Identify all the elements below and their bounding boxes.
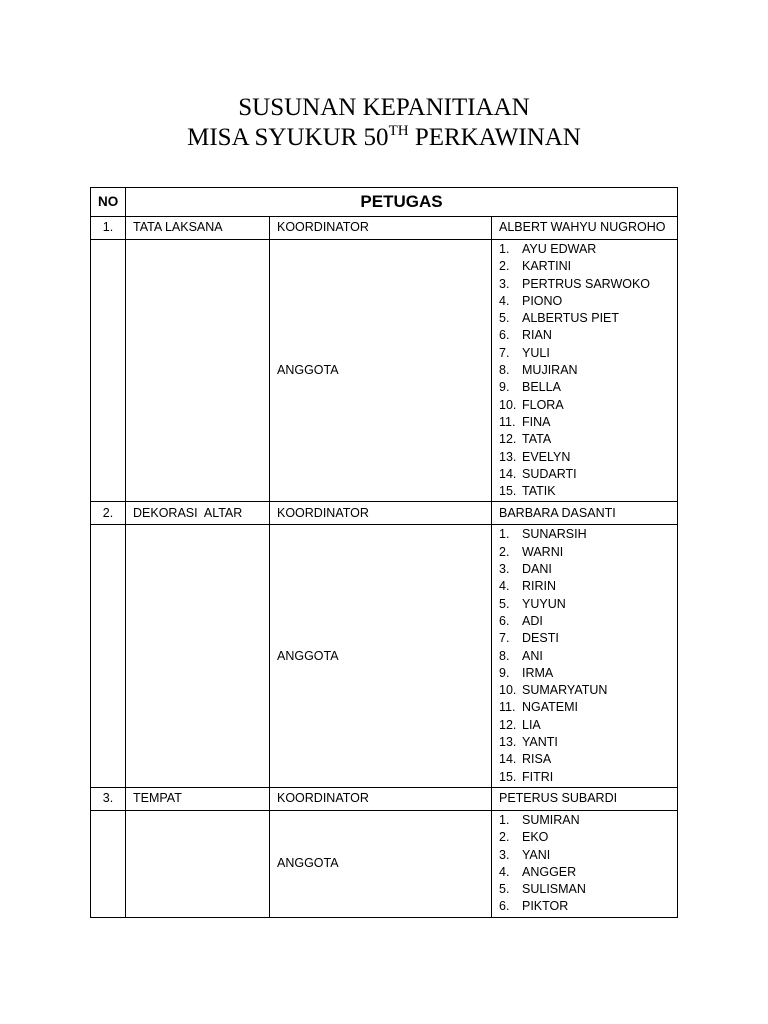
section-name: TEMPAT: [126, 787, 270, 810]
member-number: 9.: [499, 380, 510, 395]
member-number: 2.: [499, 544, 510, 559]
section-number: 1.: [91, 217, 126, 240]
member-name: TATA: [522, 432, 552, 447]
empty-cell: [126, 525, 270, 787]
member-name: YUYUN: [522, 596, 566, 611]
member-list-cell: [492, 525, 678, 787]
section-number: 3.: [91, 787, 126, 810]
member-item: [499, 327, 670, 344]
member-item: [499, 561, 670, 578]
subtitle-superscript: TH: [388, 123, 409, 139]
member-name: PERTRUS SARWOKO: [522, 276, 651, 291]
member-number: 3.: [499, 562, 510, 577]
empty-cell: [91, 525, 126, 787]
subtitle-prefix: MISA SYUKUR 50: [187, 124, 389, 151]
empty-cell: [91, 810, 126, 917]
coordinator-label: KOORDINATOR: [270, 217, 492, 240]
member-name: BELLA: [522, 380, 561, 395]
member-name: FITRI: [522, 769, 554, 784]
member-number: 1.: [499, 242, 510, 256]
member-name: ADI: [522, 613, 543, 628]
member-number: 14.: [499, 752, 517, 767]
member-name: IRMA: [522, 665, 554, 680]
member-number: 15.: [499, 484, 517, 499]
coordinator-name: PETERUS SUBARDI: [492, 787, 678, 810]
member-item: [499, 699, 670, 716]
member-item: [499, 414, 670, 431]
member-name: PIONO: [522, 293, 563, 308]
section-coordinator-row: [91, 217, 678, 240]
member-label: ANGGOTA: [270, 810, 492, 917]
member-name: TATIK: [522, 484, 556, 499]
member-name: EVELYN: [522, 449, 571, 464]
member-number: 9.: [499, 665, 510, 680]
section-name: DEKORASI ALTAR: [126, 502, 270, 525]
member-list: [499, 240, 670, 501]
member-number: 14.: [499, 466, 517, 481]
member-name: EKO: [522, 830, 549, 845]
member-item: [499, 449, 670, 466]
member-item: [499, 362, 670, 379]
header-no: NO: [91, 188, 126, 217]
member-number: 6.: [499, 613, 510, 628]
member-number: 12.: [499, 717, 517, 732]
member-number: 4.: [499, 293, 510, 308]
member-item: [499, 276, 670, 293]
section-members-row: [91, 525, 678, 787]
member-item: [499, 751, 670, 768]
member-number: 6.: [499, 328, 510, 343]
member-number: 5.: [499, 311, 510, 326]
member-number: 5.: [499, 596, 510, 611]
member-item: [499, 847, 670, 864]
member-number: 12.: [499, 432, 517, 447]
coordinator-name: BARBARA DASANTI: [492, 502, 678, 525]
member-name: DANI: [522, 562, 552, 577]
member-item: [499, 829, 670, 846]
subtitle-suffix: PERKAWINAN: [408, 124, 581, 151]
header-petugas: PETUGAS: [126, 188, 678, 217]
member-item: [499, 717, 670, 734]
section-name: TATA LAKSANA: [126, 217, 270, 240]
member-item: [499, 682, 670, 699]
member-name: LIA: [522, 717, 541, 732]
section-members-row: [91, 240, 678, 502]
member-name: WARNI: [522, 544, 564, 559]
document-subtitle: [0, 123, 768, 153]
member-item: [499, 613, 670, 630]
member-item: [499, 734, 670, 751]
member-name: YANI: [522, 847, 551, 862]
member-item: [499, 310, 670, 327]
member-number: 8.: [499, 363, 510, 378]
member-name: SULISMAN: [522, 882, 586, 897]
member-name: DESTI: [522, 631, 559, 646]
member-item: [499, 258, 670, 275]
section-coordinator-row: [91, 502, 678, 525]
member-number: 3.: [499, 847, 510, 862]
member-item: [499, 665, 670, 682]
member-name: SUMARYATUN: [522, 683, 608, 698]
member-number: 15.: [499, 769, 517, 784]
member-label: ANGGOTA: [270, 240, 492, 502]
member-number: 8.: [499, 648, 510, 663]
member-number: 2.: [499, 830, 510, 845]
member-item: [499, 293, 670, 310]
document-title: SUSUNAN KEPANITIAAN: [238, 94, 530, 121]
member-item: [499, 397, 670, 414]
member-name: NGATEMI: [522, 700, 579, 715]
member-name: FLORA: [522, 397, 564, 412]
member-item: [499, 483, 670, 500]
member-item: [499, 466, 670, 483]
member-item: [499, 898, 670, 915]
section-members-row: [91, 810, 678, 917]
member-number: 5.: [499, 882, 510, 897]
member-name: YANTI: [522, 735, 558, 750]
member-item: [499, 544, 670, 561]
member-number: 1.: [499, 527, 510, 542]
member-number: 7.: [499, 345, 510, 360]
section-number: 2.: [91, 502, 126, 525]
member-name: RIAN: [522, 328, 552, 343]
member-item: [499, 864, 670, 881]
member-number: 13.: [499, 449, 517, 464]
member-list-cell: [492, 240, 678, 502]
member-item: [499, 769, 670, 786]
member-name: PIKTOR: [522, 899, 569, 914]
empty-cell: [126, 810, 270, 917]
member-number: 11.: [499, 414, 516, 429]
member-item: [499, 578, 670, 595]
member-name: ANI: [522, 648, 543, 663]
member-name: FINA: [522, 414, 551, 429]
member-item: [499, 431, 670, 448]
member-name: SUNARSIH: [522, 527, 587, 542]
member-number: 3.: [499, 276, 510, 291]
empty-cell: [126, 240, 270, 502]
table-header-row: [91, 188, 678, 217]
member-item: [499, 596, 670, 613]
member-name: ALBERTUS PIET: [522, 311, 620, 326]
member-label: ANGGOTA: [270, 525, 492, 787]
empty-cell: [91, 240, 126, 502]
member-item: [499, 526, 670, 543]
member-name: ANGGER: [522, 864, 577, 879]
member-number: 7.: [499, 631, 510, 646]
member-number: 4.: [499, 579, 510, 594]
member-name: RISA: [522, 752, 552, 767]
member-list: [499, 811, 670, 917]
member-name: YULI: [522, 345, 550, 360]
member-item: [499, 881, 670, 898]
member-number: 13.: [499, 735, 517, 750]
member-item: [499, 379, 670, 396]
member-name: AYU EDWAR: [522, 242, 597, 256]
member-name: SUDARTI: [522, 466, 577, 481]
member-number: 11.: [499, 700, 516, 715]
member-name: RIRIN: [522, 579, 557, 594]
member-item: [499, 345, 670, 362]
member-name: MUJIRAN: [522, 363, 578, 378]
member-number: 2.: [499, 259, 510, 274]
committee-table: [90, 187, 678, 918]
member-item: [499, 812, 670, 829]
member-number: 4.: [499, 864, 510, 879]
member-number: 1.: [499, 812, 510, 827]
member-item: [499, 630, 670, 647]
coordinator-label: KOORDINATOR: [270, 502, 492, 525]
member-name: KARTINI: [522, 259, 572, 274]
member-number: 6.: [499, 899, 510, 914]
member-item: [499, 241, 670, 258]
member-number: 10.: [499, 397, 517, 412]
coordinator-name: ALBERT WAHYU NUGROHO: [492, 217, 678, 240]
member-name: SUMIRAN: [522, 812, 580, 827]
section-coordinator-row: [91, 787, 678, 810]
member-list-cell: [492, 810, 678, 917]
member-list: [499, 525, 670, 786]
member-number: 10.: [499, 683, 517, 698]
coordinator-label: KOORDINATOR: [270, 787, 492, 810]
member-item: [499, 648, 670, 665]
